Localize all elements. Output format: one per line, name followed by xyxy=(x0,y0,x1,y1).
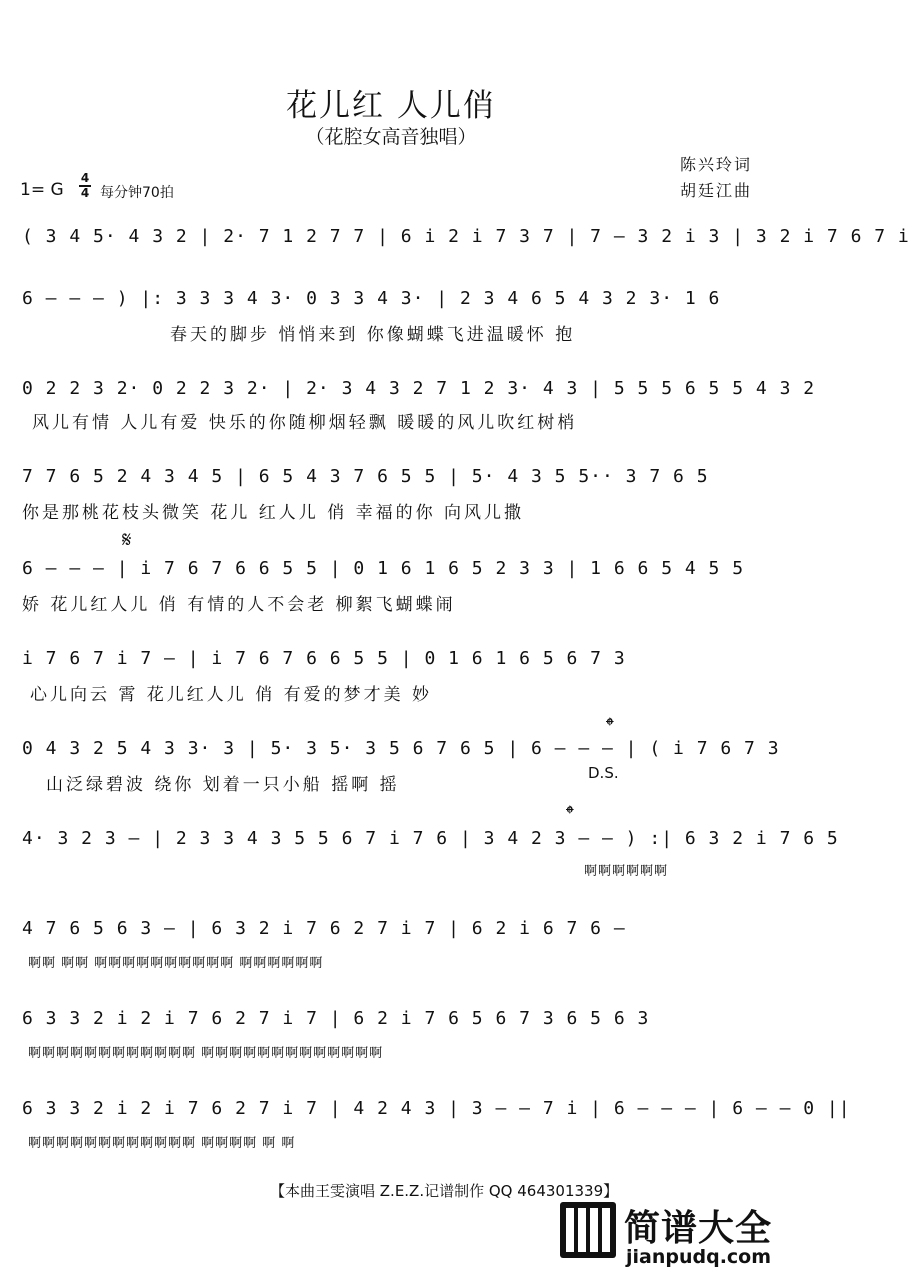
site-logo[interactable] xyxy=(560,1196,778,1274)
score-row-1-notes: ( 3 4 5· 4 3 2 | 2· 7 1 2 7 7 | 6 i 2 i 7 3 7 | 7 — 3 2 i 3 | 3 2 i 7 6 7 i xyxy=(22,226,910,247)
score-row-4-lyrics: 你是那桃花枝头微笑 花儿 红人儿 俏 幸福的你 向风儿撒 xyxy=(22,503,525,523)
score-row-8-lyrics: 啊啊啊啊啊啊 xyxy=(584,864,669,879)
tempo-marking: 每分钟70拍 xyxy=(100,185,174,201)
lyricist-credit: 陈兴玲词 xyxy=(680,155,753,174)
segno-mark: 𝄋 xyxy=(122,528,132,553)
score-row-6-notes: i 7 6 7 i 7 — | i 7 6 7 6 6 5 5 | 0 1 6 1 6 5 6 7 3 xyxy=(22,648,626,669)
logo-name: 简谱大全 xyxy=(624,1208,773,1249)
score-row-3-lyrics: 风儿有情 人儿有爱 快乐的你随柳烟轻飘 暖暖的风儿吹红树梢 xyxy=(32,413,578,433)
song-subtitle: （花腔女高音独唱） xyxy=(305,126,477,148)
score-row-11-notes: 6 3 3 2 i 2 i 7 6 2 7 i 7 | 4 2 4 3 | 3 — — 7 i | 6 — — — | 6 — — 0 || xyxy=(22,1098,851,1119)
score-row-3-notes: 0 2 2 3 2· 0 2 2 3 2· | 2· 3 4 3 2 7 1 2 3· 4 3 | 5 5 5 6 5 5 4 3 2 xyxy=(22,378,816,399)
score-row-4-notes: 7 7 6 5 2 4 3 4 5 | 6 5 4 3 7 6 5 5 | 5· 4 3 5 5·· 3 7 6 5 xyxy=(22,466,709,487)
meter-top: 4 xyxy=(80,171,90,185)
coda-mark-2: 𝄌 xyxy=(566,802,574,827)
score-row-5-lyrics: 娇 花儿红人儿 俏 有情的人不会老 柳絮飞蝴蝶闹 xyxy=(22,595,456,615)
score-row-7-notes: 0 4 3 2 5 4 3 3· 3 | 5· 3 5· 3 5 6 7 6 5 | 6 — — — | ( i 7 6 7 3 xyxy=(22,738,780,759)
composer-credit: 胡廷江曲 xyxy=(680,181,753,200)
coda-mark-1: 𝄌 xyxy=(606,714,614,739)
score-row-5-notes: 6 — — — | i 7 6 7 6 6 5 5 | 0 1 6 1 6 5 2 3 3 | 1 6 6 5 4 5 5 xyxy=(22,558,745,579)
meter-bottom: 4 xyxy=(80,186,90,200)
song-title: 花儿红 人儿俏 xyxy=(286,88,496,124)
score-row-7-lyrics: 山泛绿碧波 绕你 划着一只小船 摇啊 摇 xyxy=(46,775,400,795)
score-row-2-notes: 6 — — — ) |: 3 3 3 4 3· 0 3 3 4 3· | 2 3 4 6 5 4 3 2 3· 1 6 xyxy=(22,288,721,309)
key-signature: 1= G xyxy=(20,180,64,200)
time-signature xyxy=(78,172,92,200)
score-row-2-lyrics: 春天的脚步 悄悄来到 你像蝴蝶飞进温暖怀 抱 xyxy=(170,325,576,345)
piano-icon xyxy=(560,1202,616,1258)
score-row-10-lyrics: 啊啊啊啊啊啊啊啊啊啊啊啊 啊啊啊啊啊啊啊啊啊啊啊啊啊 xyxy=(28,1046,384,1061)
score-row-11-lyrics: 啊啊啊啊啊啊啊啊啊啊啊啊 啊啊啊啊 啊 啊 xyxy=(28,1136,296,1151)
score-row-9-notes: 4 7 6 5 6 3 — | 6 3 2 i 7 6 2 7 i 7 | 6 2 i 6 7 6 — xyxy=(22,918,626,939)
score-row-8-notes: 4· 3 2 3 — | 2 3 3 4 3 5 5 6 7 i 7 6 | 3 4 2 3 — — ) :| 6 3 2 i 7 6 5 xyxy=(22,828,839,849)
footer-credit: 【本曲王雯演唱 Z.E.Z.记谱制作 QQ 464301339】 xyxy=(270,1182,619,1200)
score-row-9-lyrics: 啊啊 啊啊 啊啊啊啊啊啊啊啊啊啊 啊啊啊啊啊啊 xyxy=(28,956,324,971)
score-row-10-notes: 6 3 3 2 i 2 i 7 6 2 7 i 7 | 6 2 i 7 6 5 6 7 3 6 5 6 3 xyxy=(22,1008,650,1029)
score-row-6-lyrics: 心儿向云 霄 花儿红人儿 俏 有爱的梦才美 妙 xyxy=(30,685,433,705)
logo-url: jianpudq.com xyxy=(626,1246,772,1268)
ds-mark: D.S. xyxy=(588,764,619,782)
